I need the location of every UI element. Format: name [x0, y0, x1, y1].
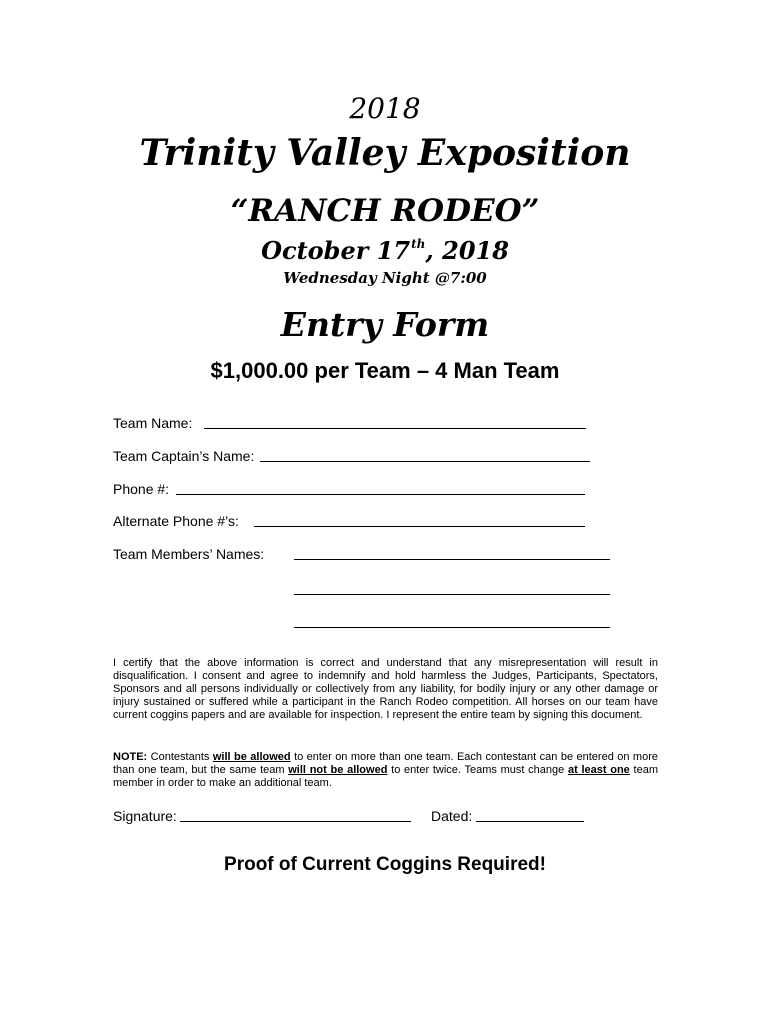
team-name-label: Team Name: — [113, 415, 193, 431]
note-part-1: Contestants — [147, 751, 213, 763]
dated-label: Dated: — [431, 808, 473, 824]
event-time: Wednesday Night @7:00 — [283, 269, 487, 287]
certification-text: I certify that the above information is correct and understand that any misrepresentation will result in disqualification. I consent and agree to indemnify and hold harmless the Judges, Participants, Spectators, Sponsors and all persons individually or collectively from any liability, for bodily injury or any other damage or injury sustained or suffered while a participant in the Ranch Rodeo competition. All horses on our team have current coggins papers and are available for inspection. I represent the entire team by signing this document. — [113, 657, 658, 721]
event-subtitle: “RANCH RODEO” — [230, 193, 540, 229]
dated-line[interactable] — [476, 821, 584, 822]
signature-line[interactable] — [180, 821, 411, 822]
note-allowed: will be allowed — [212, 751, 291, 763]
note-part-4: team member in order to make an additional team. — [113, 764, 658, 789]
team-captain-line[interactable] — [260, 461, 590, 462]
event-date-ordinal: th — [411, 237, 426, 251]
alternate-phone-line[interactable] — [254, 526, 585, 527]
note-at-least-one: at least one — [567, 764, 630, 776]
note-text — [113, 751, 658, 790]
team-member-line-2[interactable] — [294, 594, 610, 595]
phone-line[interactable] — [176, 494, 585, 495]
coggins-notice: Proof of Current Coggins Required! — [224, 854, 546, 875]
note-label: NOTE: — [113, 751, 148, 763]
team-captain-label: Team Captain’s Name: — [113, 448, 255, 464]
alternate-phone-label: Alternate Phone #’s: — [113, 513, 239, 529]
event-date-main: October 17 — [261, 236, 411, 265]
event-date-year: , 2018 — [425, 236, 509, 265]
event-title: Trinity Valley Exposition — [139, 132, 631, 174]
note-not-allowed: will not be allowed — [288, 764, 388, 776]
phone-label: Phone #: — [113, 481, 170, 497]
note-part-3: to enter twice. Teams must change — [387, 764, 568, 776]
note-part-2: to enter on more than one team. Each contestant can be entered on more than one team, but the same team — [113, 751, 658, 776]
entry-price: $1,000.00 per Team – 4 Man Team — [210, 358, 560, 383]
team-member-line-1[interactable] — [294, 559, 610, 560]
form-title: Entry Form — [280, 305, 490, 344]
signature-label: Signature: — [113, 808, 177, 824]
form-year: 2018 — [349, 92, 421, 125]
team-name-line[interactable] — [204, 428, 586, 429]
team-members-label: Team Members’ Names: — [113, 546, 265, 562]
team-member-line-3[interactable] — [294, 627, 610, 628]
event-date — [0, 236, 770, 265]
